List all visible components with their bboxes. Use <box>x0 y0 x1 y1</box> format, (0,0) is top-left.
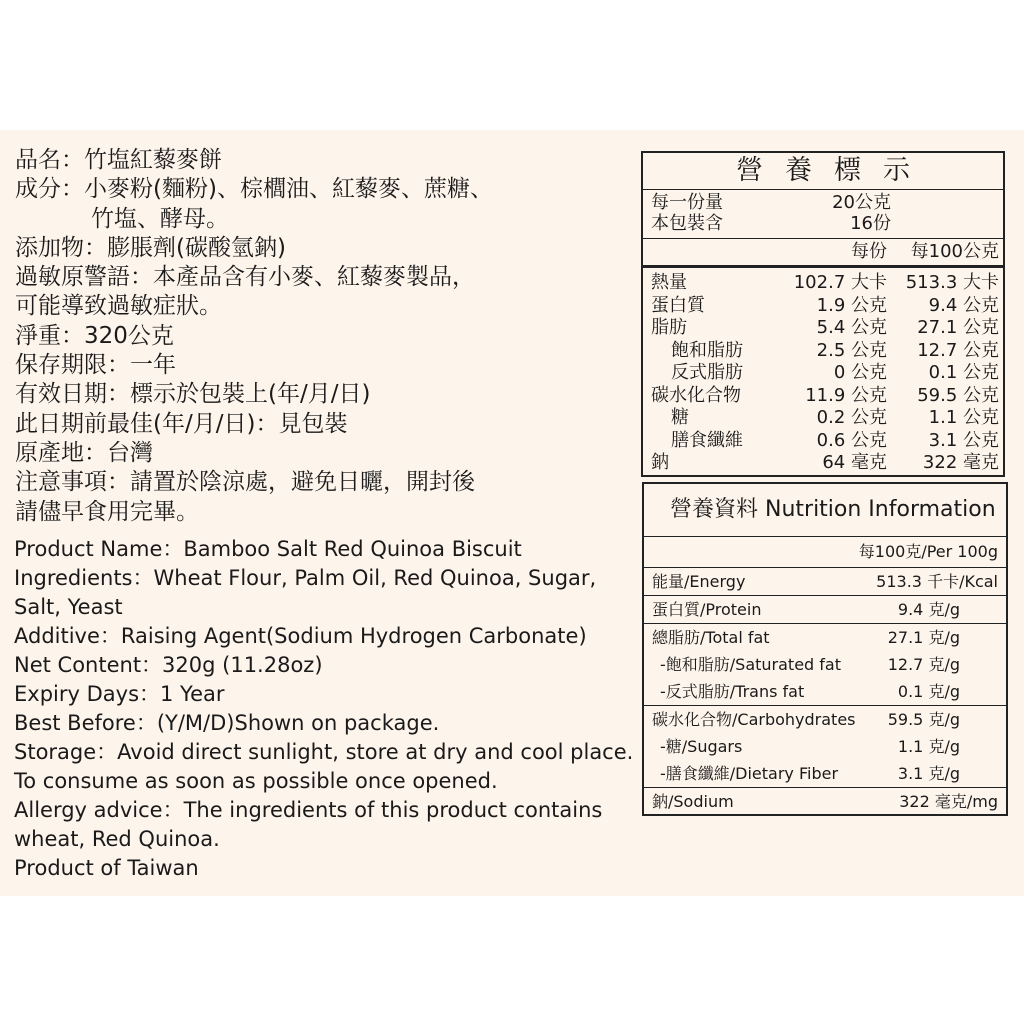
table-row <box>643 385 1003 408</box>
per-serving-value: 64 毫克 <box>822 452 887 473</box>
zh-expiry: 有效日期：標示於包裝上(年/月/日) <box>15 381 371 408</box>
en-best-before: Best Before：(Y/M/D)Shown on package. <box>14 711 440 735</box>
table-row <box>644 624 1006 651</box>
per-serving-value: 5.4 公克 <box>816 317 887 338</box>
nutrient-label: 鈉 <box>651 452 669 473</box>
nutrient-label: -膳食纖維/Dietary Fiber <box>660 764 839 783</box>
servings-label: 本包裝含 <box>651 213 723 234</box>
table-row <box>644 678 1006 706</box>
per-serving-header: 每份 <box>851 241 887 262</box>
nutrient-value: 513.3 千卡/Kcal <box>876 572 998 591</box>
per-serving-value: 2.5 公克 <box>816 339 887 361</box>
per-serving-value: 0.2 公克 <box>816 407 887 428</box>
zh-additive: 添加物：膨脹劑(碳酸氫鈉) <box>15 234 286 261</box>
nutrient-label: 能量/Energy <box>652 572 746 591</box>
nutrient-value: 27.1 克/g <box>887 628 960 647</box>
per-serving-value: 0 公克 <box>833 362 887 383</box>
zh-table-body <box>643 268 1003 475</box>
nutrient-label: 蛋白質/Protein <box>652 600 762 619</box>
nutrient-label: -反式脂肪/Trans fat <box>660 682 805 701</box>
zh-table-column-header <box>643 239 1003 268</box>
per-100-value: 12.7 公克 <box>917 339 999 361</box>
per-100-value: 59.5 公克 <box>917 384 999 406</box>
zh-info-block <box>15 146 635 527</box>
per-100g-header: 每100公克 <box>910 241 999 262</box>
zh-allergen: 過敏原警語：本產品含有小麥、紅藜麥製品， <box>15 264 475 291</box>
zh-serving-info <box>643 190 1003 239</box>
per-100-value: 0.1 公克 <box>928 362 999 383</box>
per-100-value: 27.1 公克 <box>917 317 999 338</box>
en-net-content: Net Content：320g (11.28oz) <box>14 653 323 677</box>
per-100-value: 3.1 公克 <box>928 429 999 451</box>
zh-allergen-cont: 可能導致過敏症狀。 <box>15 293 222 320</box>
serving-size-label: 每一份量 <box>651 192 723 213</box>
table-row <box>644 706 1006 733</box>
per-serving-value: 0.6 公克 <box>816 429 887 451</box>
table-row <box>643 407 1003 430</box>
en-table-column-header: 每100克/Per 100g <box>644 537 1006 568</box>
zh-ingredients-cont: 竹塩、酵母。 <box>91 205 229 232</box>
table-row <box>643 452 1003 475</box>
nutrient-label: 鈉/Sodium <box>652 792 734 811</box>
table-row <box>644 596 1006 624</box>
zh-origin: 原產地：台灣 <box>15 439 153 466</box>
en-allergy: Allergy advice：The ingredients of this product contains <box>14 798 603 822</box>
serving-size-value: 20公克 <box>832 192 891 213</box>
nutrient-label: 總脂肪/Total fat <box>652 628 770 647</box>
en-info-block <box>14 535 639 883</box>
per-100-value: 322 毫克 <box>922 452 999 473</box>
per-serving-value: 1.9 公克 <box>816 294 887 316</box>
en-nutrition-table <box>642 482 1008 816</box>
nutrient-label: 反式脂肪 <box>671 362 743 383</box>
en-ingredients: Ingredients：Wheat Flour, Palm Oil, Red Quinoa, Sugar, <box>14 566 597 590</box>
zh-shelf-life: 保存期限：一年 <box>15 352 176 379</box>
table-row <box>643 340 1003 363</box>
nutrient-value: 0.1 克/g <box>897 682 960 701</box>
nutrient-value: 9.4 克/g <box>897 600 960 619</box>
servings-value: 16份 <box>850 213 891 234</box>
nutrient-label: 飽和脂肪 <box>671 339 743 361</box>
nutrient-value: 322 毫克/mg <box>899 792 998 811</box>
en-expiry: Expiry Days：1 Year <box>14 682 225 706</box>
nutrient-value: 59.5 克/g <box>887 710 960 729</box>
zh-table-title: 營養標示 <box>643 153 1003 190</box>
table-row <box>643 295 1003 318</box>
en-allergy-cont: wheat, Red Quinoa. <box>14 827 220 851</box>
table-row <box>644 760 1006 788</box>
nutrient-label: 糖 <box>671 407 689 428</box>
zh-notice: 注意事項：請置於陰涼處，避免日曬，開封後 <box>15 469 475 496</box>
table-row <box>643 362 1003 385</box>
table-row <box>643 317 1003 340</box>
nutrient-label: -糖/Sugars <box>660 737 743 756</box>
table-row <box>643 430 1003 453</box>
table-row <box>644 568 1006 596</box>
table-row <box>644 733 1006 760</box>
table-row <box>644 651 1006 678</box>
nutrient-label: 熱量 <box>651 272 687 293</box>
nutrient-label: -飽和脂肪/Saturated fat <box>660 655 841 674</box>
zh-ingredients: 成分：小麥粉(麵粉)、棕櫚油、紅藜麥、蔗糖、 <box>15 176 493 203</box>
en-table-title: 營養資料 Nutrition Information <box>644 484 1006 537</box>
en-additive: Additive：Raising Agent(Sodium Hydrogen Carbonate) <box>14 624 587 648</box>
zh-product-name: 品名：竹塩紅藜麥餅 <box>15 147 222 173</box>
per-100-value: 1.1 公克 <box>928 407 999 428</box>
zh-notice-cont: 請儘早食用完畢。 <box>15 498 199 525</box>
nutrient-value: 12.7 克/g <box>887 655 960 674</box>
nutrient-label: 碳水化合物 <box>651 384 741 406</box>
per-serving-value: 102.7 大卡 <box>793 272 887 293</box>
per-100-value: 9.4 公克 <box>928 294 999 316</box>
nutrient-value: 3.1 克/g <box>897 764 960 783</box>
nutrient-label: 膳食纖維 <box>671 429 743 451</box>
en-ingredients-cont: Salt, Yeast <box>14 595 123 619</box>
nutrient-value: 1.1 克/g <box>897 737 960 756</box>
nutrient-label: 蛋白質 <box>651 294 705 316</box>
en-product-name: Product Name：Bamboo Salt Red Quinoa Biscuit <box>14 537 522 561</box>
en-origin: Product of Taiwan <box>14 856 199 880</box>
nutrient-label: 碳水化合物/Carbohydrates <box>652 710 856 729</box>
table-row <box>644 788 1006 815</box>
zh-best-before: 此日期前最佳(年/月/日)：見包裝 <box>15 410 348 437</box>
per-100-value: 513.3 大卡 <box>905 272 999 293</box>
zh-net-weight: 淨重：320公克 <box>15 322 174 349</box>
zh-nutrition-table <box>641 151 1005 477</box>
en-storage: Storage：Avoid direct sunlight, store at dry and cool place. <box>14 740 634 764</box>
nutrient-label: 脂肪 <box>651 317 687 338</box>
per-serving-value: 11.9 公克 <box>805 384 887 406</box>
table-row <box>643 272 1003 295</box>
en-storage-cont: To consume as soon as possible once opened. <box>14 769 498 793</box>
